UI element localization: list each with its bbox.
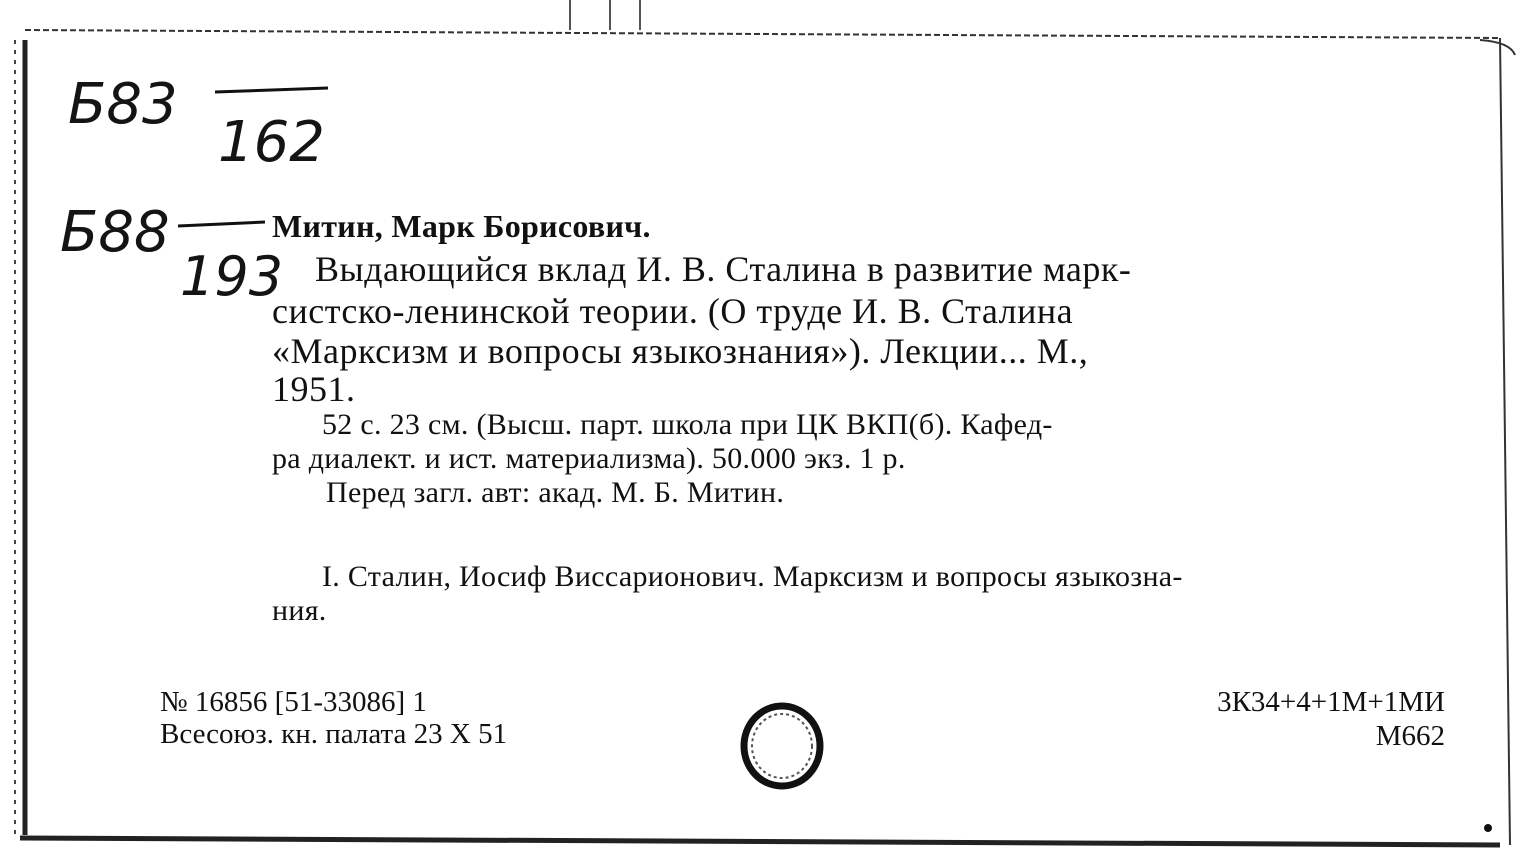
shelfmark-top-denominator: 162 (218, 110, 325, 175)
note-line: Перед загл. авт: акад. М. Б. Митин. (326, 476, 785, 509)
title-line-3: «Марксизм и вопросы языкознания»). Лекции... М., (272, 331, 1089, 371)
fraction-bar-second (178, 222, 265, 226)
issuing-chamber: Всесоюз. кн. палата 23 X 51 (160, 718, 508, 750)
shelfmark-second-numerator: Б88 (60, 200, 170, 265)
title-line-1: Выдающийся вклад И. В. Сталина в развитие марк- (315, 249, 1132, 289)
title-line-2: систско-ленинской теории. (О труде И. В. Сталина (272, 291, 1074, 331)
collation-line-1: 52 с. 23 см. (Высш. парт. школа при ЦК ВКП(б). Кафед- (322, 408, 1053, 441)
collation-line-2: ра диалект. и ист. материализма). 50.000 экз. 1 р. (272, 442, 906, 475)
shelfmark-second-denominator: 193 (180, 245, 284, 308)
punch-hole (740, 700, 830, 795)
subject-line-2: ния. (272, 594, 327, 627)
title-line-4: 1951. (272, 369, 356, 409)
author-heading: Митин, Марк Борисович. (272, 208, 651, 244)
registration-number: № 16856 [51-33086] 1 (160, 686, 427, 718)
fraction-bar-top (215, 88, 328, 92)
classification-code: 3К34+4+1М+1МИ (1217, 686, 1445, 718)
subject-line-1: I. Сталин, Иосиф Виссарионович. Марксизм и вопросы языкозна- (322, 560, 1183, 593)
shelfmark-top-numerator: Б83 (68, 72, 178, 137)
author-mark: М662 (1375, 720, 1445, 752)
